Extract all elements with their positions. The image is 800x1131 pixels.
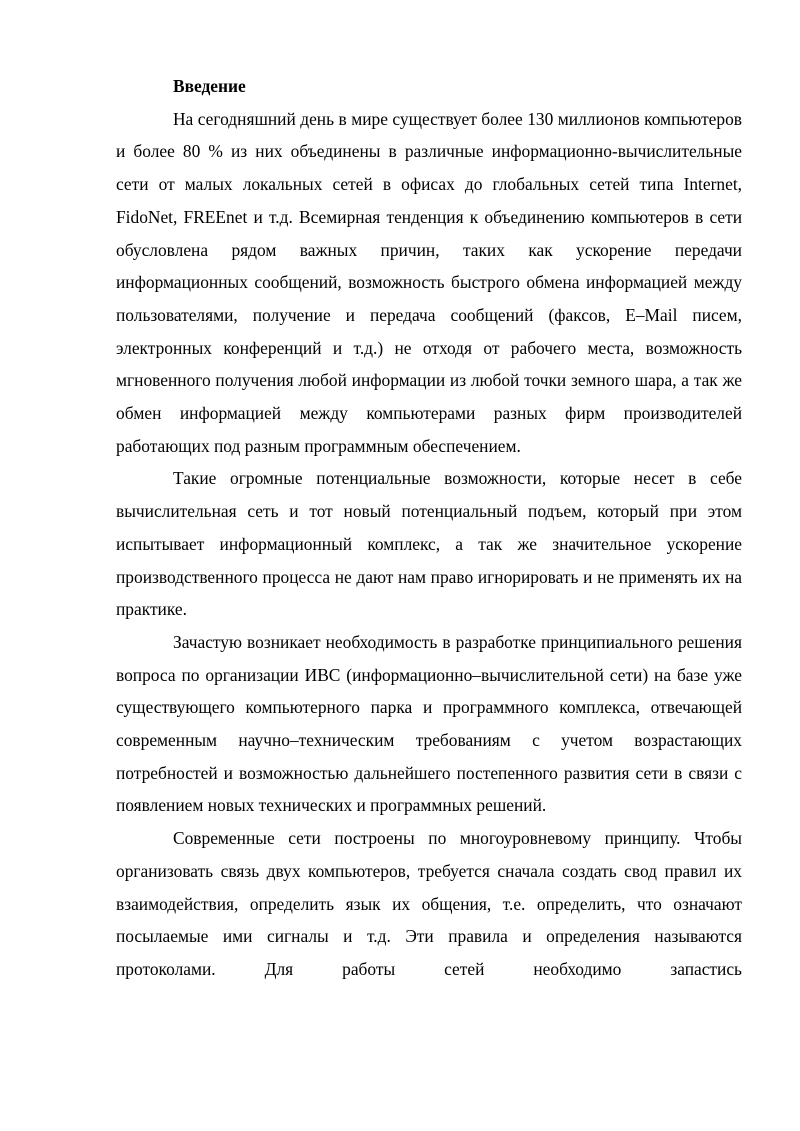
- paragraph-2: Такие огромные потенциальные возможности, которые несет в себе вычислительная сеть и тот новый потенциальный подъем, который при этом испытывает информационный комплекс, а так же значительное ускорение производственного процесса не дают нам право игнорировать и не применять их на практике.: [116, 468, 742, 620]
- paragraph-3: Зачастую возникает необходимость в разработке принципиального решения вопроса по организации ИВС (информационно–вычислительной сети) на базе уже существующего компьютерного парка и программного комплекса, отвечающей современным научно–техническим требованиям с учетом возрастающих потребностей и возможностью дальнейшего постепенного развития сети в связи с появлением новых технических и программных решений.: [116, 631, 742, 816]
- document-body: [116, 70, 742, 986]
- paragraph-4: Современные сети построены по многоуровневому принципу. Чтобы организовать связь двух компьютеров, требуется сначала создать свод правил их взаимодействия, определить язык их общения, т.е. определить, что означают посылаемые ими сигналы и т.д. Эти правила и определения называются протоколами. Для работы сетей необходимо запастись: [116, 828, 742, 979]
- paragraph-1: На сегодняшний день в мире существует более 130 миллионов компьютеров и более 80 % из них объединены в различные информационно-вычислительные сети от малых локальных сетей в офисах до глобальных сетей типа Internet, FidoNet, FREEnet и т.д. Всемирная тенденция к объединению компьютеров в сети обусловлена рядом важных причин, таких как ускорение передачи информационных сообщений, возможность быстрого обмена информацией между пользователями, получение и передача сообщений (факсов, E–Mail писем, электронных конференций и т.д.) не отходя от рабочего места, возможность мгновенного получения любой информации из любой точки земного шара, а так же обмен информацией между компьютерами разных фирм производителей работающих под разным программным обеспечением.: [116, 108, 742, 456]
- section-heading: Введение: [173, 76, 246, 96]
